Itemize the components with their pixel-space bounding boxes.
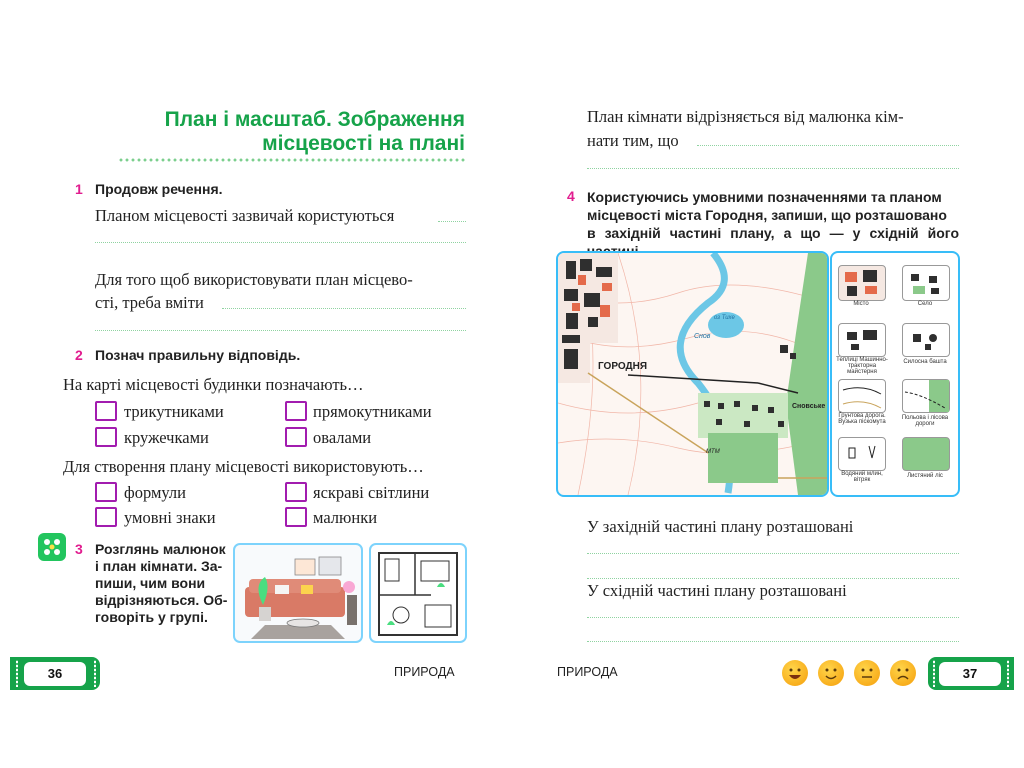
task-2-instruction: Познач правильну відповідь.: [95, 347, 301, 363]
answer-line[interactable]: [95, 242, 466, 243]
footer-bar-left: [10, 657, 100, 690]
task-3-line: говоріть у групі.: [95, 609, 208, 625]
task-4-text: [587, 188, 959, 260]
legend-greenhouse-icon: [838, 323, 886, 357]
legend-caption: Водяний млин, вітряк: [841, 471, 883, 483]
map-town-label: ГОРОДНЯ: [598, 361, 648, 372]
continuation-line-2: нати тим, що: [587, 131, 679, 150]
answer-line[interactable]: [438, 221, 466, 222]
footer-dots: [94, 660, 96, 687]
option-label: яскраві світлини: [313, 483, 430, 502]
page-number: 37: [939, 662, 1001, 686]
checkbox[interactable]: [285, 427, 307, 447]
footer-subject: ПРИРОДА: [557, 665, 618, 679]
laughing-emoji-icon[interactable]: [782, 660, 808, 686]
task-2-question-1: На карті місцевості будинки позначають…: [63, 375, 364, 394]
checkbox[interactable]: [285, 401, 307, 421]
task-3-line: пиши, чим вони: [95, 575, 206, 591]
legend-caption: Місто: [853, 301, 869, 307]
smiling-emoji-icon[interactable]: [818, 660, 844, 686]
option-label: овалами: [313, 428, 372, 447]
legend-city-icon: [838, 265, 886, 301]
checkbox[interactable]: [95, 507, 117, 527]
option-label: малюнки: [313, 508, 378, 527]
footer-dots: [16, 660, 18, 687]
checkbox[interactable]: [285, 507, 307, 527]
legend-mill-icon: [838, 437, 886, 471]
legend-caption: Силосна башта: [903, 359, 947, 365]
answer-line[interactable]: [587, 617, 959, 618]
answer-line[interactable]: [587, 553, 959, 554]
map-legend: [830, 251, 960, 497]
legend-caption: Польова і лісова дороги: [901, 415, 949, 427]
answer-west-label: У західній частині плану розташовані: [587, 517, 854, 536]
task-1-number: 1: [75, 181, 83, 197]
task-1-instruction: Продовж речення.: [95, 181, 223, 197]
map-mtm-label: МТМ: [706, 449, 720, 455]
answer-line[interactable]: [95, 330, 466, 331]
option-label: умовні знаки: [124, 508, 216, 527]
continuation-line-1: План кімнати відрізняється від малюнка кім-: [587, 107, 904, 126]
task-2-question-2: Для створення плану місцевості використовують…: [63, 457, 424, 476]
task-1-sentence-2-line-2: сті, треба вміти: [95, 293, 204, 312]
footer-bar-right: [928, 657, 1014, 690]
town-map: [556, 251, 829, 497]
footer-dots: [933, 660, 935, 687]
map-river-label: Снов: [694, 333, 711, 340]
page-number: 36: [24, 662, 86, 686]
checkbox[interactable]: [95, 482, 117, 502]
page-title: [45, 108, 465, 156]
answer-line[interactable]: [222, 308, 466, 309]
legend-caption: Теплиці Машинно-тракторна майстерня: [836, 357, 888, 375]
option-label: формули: [124, 483, 186, 502]
sad-emoji-icon[interactable]: [890, 660, 916, 686]
title-dot-divider: [118, 158, 466, 162]
legend-village-icon: [902, 265, 950, 301]
task-4-line: в західній частині плану, а що — у східній його: [587, 225, 959, 241]
option-label: кружечками: [124, 428, 209, 447]
title-line-2: місцевості на плані: [262, 132, 465, 155]
task-1-sentence-1: Планом місцевості зазвичай користуються: [95, 206, 395, 225]
neutral-emoji-icon[interactable]: [854, 660, 880, 686]
answer-line[interactable]: [587, 168, 959, 169]
answer-line[interactable]: [697, 145, 959, 146]
checkbox[interactable]: [95, 427, 117, 447]
legend-field-road-icon: [902, 379, 950, 413]
answer-line[interactable]: [587, 578, 959, 579]
task-3-number: 3: [75, 541, 83, 557]
option-label: трикутниками: [124, 402, 224, 421]
checkbox[interactable]: [95, 401, 117, 421]
answer-line[interactable]: [587, 641, 959, 642]
task-1-sentence-2-line-1: Для того щоб використовувати план місцево-: [95, 270, 413, 289]
map-lake-label: оз Тихе: [714, 315, 735, 321]
legend-caption: Ґрунтова дорога. Вузька піскомута: [838, 413, 886, 425]
task-4-number: 4: [567, 188, 575, 204]
legend-caption: Село: [917, 301, 933, 307]
room-illustration: [233, 543, 363, 643]
task-3-text: [95, 541, 227, 626]
group-work-icon: [38, 533, 66, 561]
map-village-label: Сновське: [792, 403, 826, 410]
task-4-line: місцевості міста Городня, запиши, що розташовано: [587, 207, 947, 223]
title-line-1: План і масштаб. Зображення: [164, 108, 465, 131]
checkbox[interactable]: [285, 482, 307, 502]
task-3-line: і план кімнати. За-: [95, 558, 223, 574]
task-4-line: Користуючись умовними позначеннями та планом: [587, 189, 942, 205]
legend-caption: Листяний ліс: [907, 473, 943, 479]
task-3-line: відрізняються. Об-: [95, 592, 228, 608]
task-2-number: 2: [75, 347, 83, 363]
footer-dots: [1007, 660, 1009, 687]
task-3-line: Розглянь малюнок: [95, 541, 226, 557]
legend-forest-icon: [902, 437, 950, 471]
answer-east-label: У східній частині плану розташовані: [587, 581, 847, 600]
option-label: прямокутниками: [313, 402, 432, 421]
legend-dirt-road-icon: [838, 379, 886, 413]
legend-silo-icon: [902, 323, 950, 357]
footer-subject: ПРИРОДА: [394, 665, 455, 679]
room-plan-illustration: [369, 543, 467, 643]
